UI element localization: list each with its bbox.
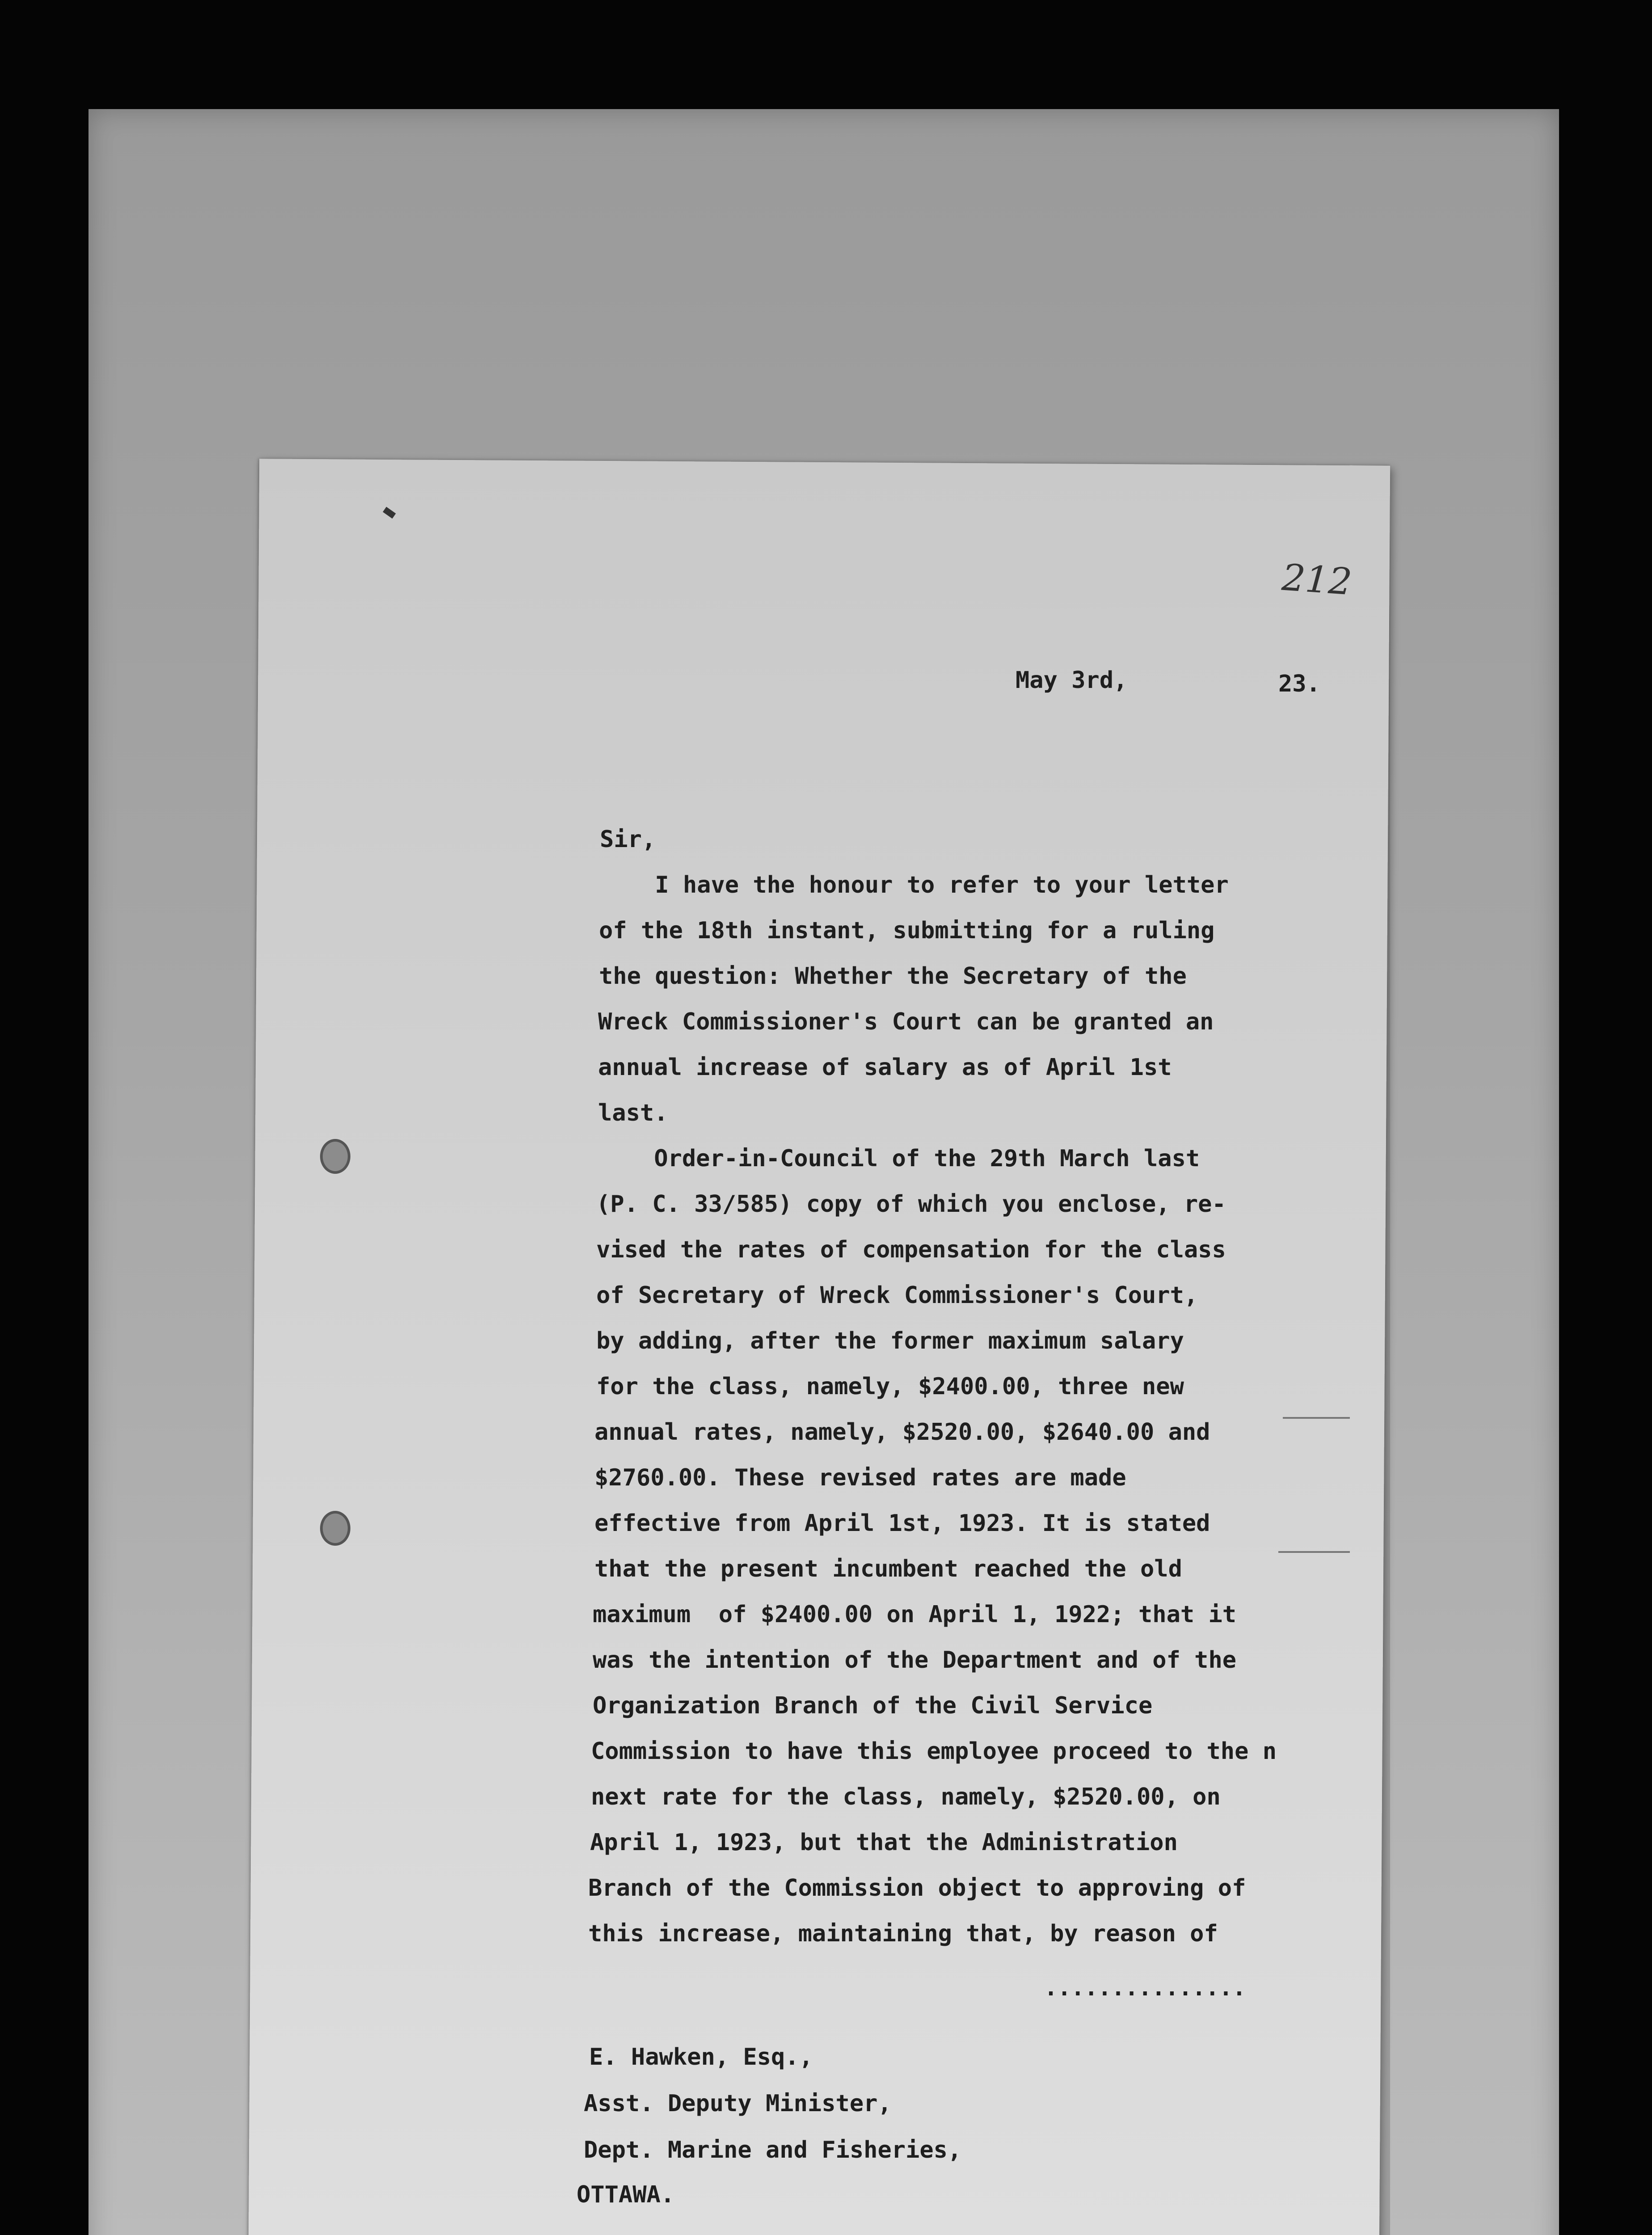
body-line: annual increase of salary as of April 1st: [598, 1054, 1172, 1081]
body-line: of Secretary of Wreck Commissioner's Court,: [596, 1282, 1198, 1309]
punch-hole: [320, 1511, 350, 1546]
addressee-line: OTTAWA.: [577, 2181, 675, 2208]
body-line: was the intention of the Department and of the: [593, 1647, 1237, 1674]
body-line: annual rates, namely, $2520.00, $2640.00 and: [594, 1419, 1210, 1446]
punch-hole: [320, 1139, 350, 1174]
body-line: (P. C. 33/585) copy of which you enclose, re-: [596, 1191, 1226, 1218]
body-line: Branch of the Commission object to approving of: [588, 1875, 1246, 1902]
body-line: I have the honour to refer to your letter: [599, 872, 1229, 898]
continuation-dots: ...............: [1044, 1975, 1246, 2001]
body-line: that the present incumbent reached the old: [594, 1556, 1182, 1582]
body-line: Commission to have this employee proceed to the n: [591, 1738, 1277, 1765]
addressee-line: E. Hawken, Esq.,: [589, 2044, 813, 2071]
date-year: 23.: [1278, 670, 1320, 697]
body-line: next rate for the class, namely, $2520.00, on: [591, 1784, 1221, 1810]
body-line: the question: Whether the Secretary of the: [599, 963, 1187, 990]
body-line: $2760.00. These revised rates are made: [594, 1464, 1126, 1491]
body-line: effective from April 1st, 1923. It is stated: [594, 1510, 1210, 1537]
body-line: this increase, maintaining that, by reason of: [588, 1920, 1218, 1947]
page-number: 212: [1280, 556, 1353, 604]
body-line: April 1, 1923, but that the Administration: [590, 1829, 1178, 1856]
body-line: Wreck Commissioner's Court can be granted an: [598, 1008, 1214, 1035]
salutation: Sir,: [600, 826, 656, 853]
body-line: maximum of $2400.00 on April 1, 1922; that it: [593, 1601, 1237, 1628]
margin-mark: [1278, 1551, 1350, 1553]
body-line: vised the rates of compensation for the class: [596, 1236, 1226, 1263]
body-line: Order-in-Council of the 29th March last: [598, 1145, 1200, 1172]
body-line: last.: [598, 1100, 668, 1126]
addressee-line: Asst. Deputy Minister,: [584, 2090, 892, 2117]
body-line: for the class, namely, $2400.00, three new: [596, 1373, 1184, 1400]
body-line: of the 18th instant, submitting for a ruling: [599, 917, 1215, 944]
margin-mark: [1283, 1417, 1350, 1419]
addressee-line: Dept. Marine and Fisheries,: [584, 2137, 962, 2163]
body-line: by adding, after the former maximum salary: [596, 1328, 1184, 1354]
date-day: May 3rd,: [1016, 667, 1128, 694]
body-line: Organization Branch of the Civil Service: [593, 1692, 1153, 1719]
